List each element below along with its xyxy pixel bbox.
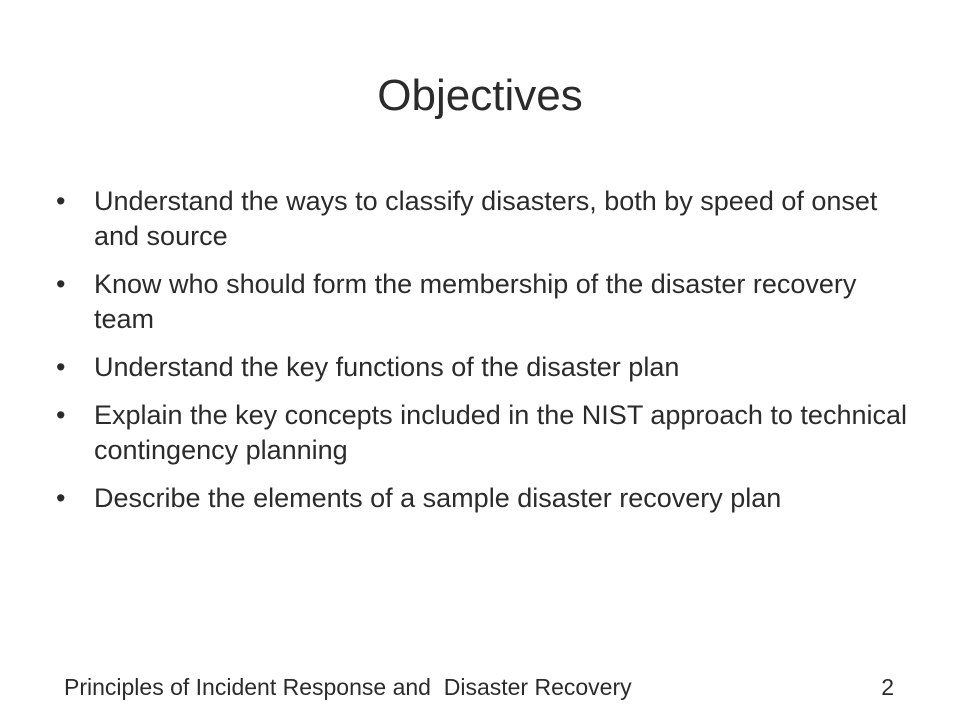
bullet-icon: • [56,269,66,299]
bullet-text: Understand the key functions of the disaster plan [94,352,680,382]
bullet-icon: • [56,352,66,382]
footer-course-title: Principles of Incident Response and Disaster Recovery [64,674,632,700]
bullet-icon: • [56,400,66,430]
bullet-icon: • [56,186,66,216]
bullet-text: Understand the ways to classify disasters, both by speed of onset and source [94,186,878,251]
bullet-icon: • [56,483,66,513]
bullet-item [56,481,916,516]
bullet-item [56,184,916,254]
bullet-text: Describe the elements of a sample disaster recovery plan [94,483,782,513]
bullet-list [56,184,916,529]
bullet-item [56,267,916,337]
page-number: 2 [881,674,894,700]
bullet-text: Explain the key concepts included in the NIST approach to technical contingency planning [94,400,907,465]
slide-title: Objectives [377,71,583,120]
bullet-text: Know who should form the membership of the disaster recovery team [94,269,857,334]
bullet-item [56,350,916,385]
bullet-item [56,398,916,468]
